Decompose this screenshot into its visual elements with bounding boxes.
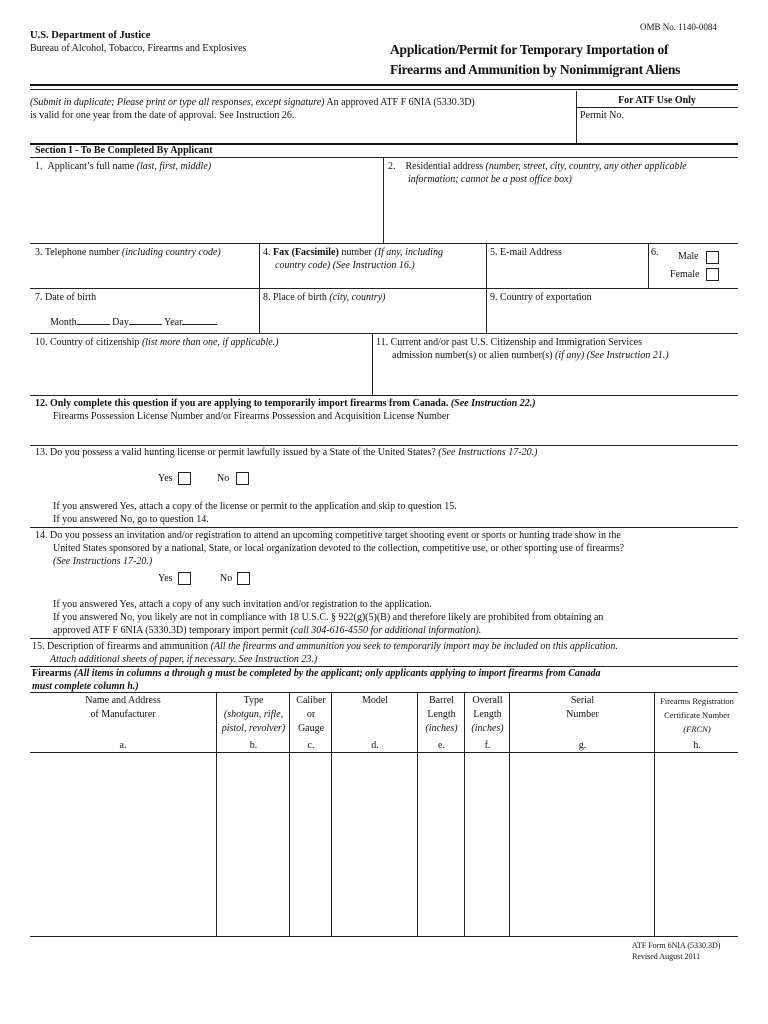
f13-no-checkbox[interactable] <box>236 472 249 485</box>
row13-rule <box>30 527 738 528</box>
column-header <box>418 694 465 736</box>
table-column-d <box>331 692 418 936</box>
omb-number: OMB No. 1140-0084 <box>640 22 717 32</box>
field-14-question <box>35 529 740 568</box>
f13-yes-text: If you answered Yes, attach a copy of the license or permit to the application and skip to question 15. <box>53 501 457 512</box>
f1-hint: (last, first, middle) <box>136 161 212 172</box>
f12-bold: 12. Only complete this question if you are applying to temporarily import firearms from Canada. <box>35 398 449 409</box>
intro-italic: (Submit in duplicate; Please print or type all responses, except signature) <box>30 97 325 108</box>
column-letter: a. <box>119 740 127 751</box>
column-header-line <box>30 722 216 736</box>
column-header-line <box>510 722 655 736</box>
f1-label: Applicant’s full name <box>47 161 135 172</box>
dob-day-label: Day <box>112 317 129 328</box>
column-letter: f. <box>484 740 491 751</box>
female-checkbox[interactable] <box>706 268 719 281</box>
column-header <box>465 694 510 736</box>
f14-yes-checkbox[interactable] <box>178 572 191 585</box>
column-header-line: Caliber <box>296 695 326 706</box>
f14-no-option <box>220 573 232 584</box>
f14-no-text2: approved ATF F 6NIA (5330.3D) temporary import permit <box>53 625 288 636</box>
f4-hint-a: (If any, including <box>374 247 443 258</box>
form-title-line1: Application/Permit for Temporary Importation of <box>390 42 669 57</box>
intro-text <box>30 96 575 122</box>
dob-row <box>50 317 217 328</box>
column-header-line <box>332 708 418 722</box>
row3-div-c <box>648 243 649 288</box>
f14-b: United States sponsored by a national, State, or local organization devoted to the collection, competitive use, or other sporting use of firearms? <box>53 543 625 554</box>
f11-b: admission number(s) or alien number(s) <box>392 350 553 361</box>
f14-no-label: No <box>220 573 233 584</box>
field-3-telephone[interactable] <box>35 246 257 286</box>
f9-label: 9. Country of exportation <box>490 292 592 303</box>
column-header-line: Type <box>243 695 264 706</box>
f10-label: 10. Country of citizenship <box>35 337 140 348</box>
f14-yes-label: Yes <box>158 573 173 584</box>
table-column-g <box>509 692 655 936</box>
f12-b: Firearms Possession License Number and/or Firearms Possession and Acquisition License Number <box>53 411 450 422</box>
table-column-h <box>654 692 739 936</box>
male-checkbox[interactable] <box>706 251 719 264</box>
column-letter: c. <box>307 740 315 751</box>
column-header-line: of Manufacturer <box>90 709 156 720</box>
column-header-line: (inches) <box>471 723 504 734</box>
f13-no-label: No <box>217 473 230 484</box>
table-column-a <box>30 692 216 936</box>
table-entry-cell[interactable] <box>332 753 418 936</box>
field-11-admission-number[interactable] <box>376 336 736 391</box>
f14-hint: (See Instructions 17-20.) <box>53 556 153 567</box>
column-letter: h. <box>693 740 701 751</box>
bureau-name: Bureau of Alcohol, Tobacco, Firearms and Explosives <box>30 43 247 54</box>
atf-box-title: For ATF Use Only <box>618 95 696 106</box>
permit-number-field[interactable] <box>580 110 735 140</box>
row10-rule <box>30 395 738 396</box>
f4-bold: Fax (Facsimile) <box>273 247 339 258</box>
f2-hint-a: (number, street, city, country, any other applicable <box>485 161 687 172</box>
f4-hint-b: country code) (See Instruction 16.) <box>275 260 415 271</box>
field-8-place-of-birth[interactable] <box>263 291 485 331</box>
field-5-email[interactable] <box>490 246 645 286</box>
form-title-line2: Firearms and Ammunition by Nonimmigrant Aliens <box>390 62 681 77</box>
permit-label: Permit No. <box>580 110 624 121</box>
column-header-line: or <box>306 709 316 720</box>
row7-div-b <box>486 288 487 333</box>
f14-call: (call 304-616-4550 for additional information). <box>290 625 482 636</box>
column-letter: e. <box>438 740 445 751</box>
table-bottom-rule <box>30 936 738 937</box>
column-header <box>217 694 290 736</box>
f13-no-text: If you answered No, go to question 14. <box>53 514 209 525</box>
section1-rule-bottom <box>30 157 738 158</box>
table-column-f <box>464 692 510 936</box>
column-header-line: Overall <box>472 695 503 706</box>
column-header-line: Number <box>566 709 599 720</box>
f14-no-checkbox[interactable] <box>237 572 250 585</box>
f1-num: 1. <box>35 161 43 172</box>
f4-num: 4. <box>263 247 271 258</box>
row10-divider <box>372 333 373 395</box>
firearms-bold: Firearms <box>32 668 72 679</box>
f13-yes-option <box>158 473 173 484</box>
male-label: Male <box>678 251 699 262</box>
department-name: U.S. Department of Justice <box>30 30 151 41</box>
column-header-line: Model <box>361 695 389 706</box>
field-2-residential-address[interactable] <box>388 160 738 240</box>
intro-line2: is valid for one year from the date of approval. See Instruction 26. <box>30 110 295 121</box>
row3-div-a <box>259 243 260 288</box>
f13-hint: (See Instructions 17-20.) <box>438 447 538 458</box>
f13-q: 13. Do you possess a valid hunting license or permit lawfully issued by a State of the United States? <box>35 447 436 458</box>
table-entry-cell[interactable] <box>290 753 332 936</box>
f14-yes-option <box>158 573 173 584</box>
column-header <box>510 694 655 736</box>
f14-instructions <box>53 598 738 637</box>
table-entry-cell[interactable] <box>510 753 655 936</box>
f12-hint: (See Instruction 22.) <box>450 398 536 409</box>
f11-a: 11. Current and/or past U.S. Citizenship and Immigration Services <box>376 337 642 348</box>
column-header-line: Certificate Number <box>664 710 730 720</box>
row7-rule <box>30 333 738 334</box>
f2-num: 2. <box>388 161 396 172</box>
row3-rule <box>30 288 738 289</box>
male-option <box>678 251 699 262</box>
f15-a: 15. Description of firearms and ammunition <box>32 641 209 652</box>
revised-date: Revised August 2011 <box>632 952 701 961</box>
firearms-note <box>32 667 738 693</box>
column-header-line: (shotgun, rifle, <box>223 709 284 720</box>
column-header <box>655 694 739 736</box>
f2-label: Residential address <box>405 161 483 172</box>
female-option <box>670 269 699 280</box>
row1-rule <box>30 243 738 244</box>
dob-year-field[interactable] <box>182 324 217 325</box>
table-column-e <box>417 692 465 936</box>
dob-month-field[interactable] <box>77 324 110 325</box>
table-entry-cell[interactable] <box>465 753 510 936</box>
field-15-description <box>32 640 738 666</box>
firearms-table <box>30 692 738 937</box>
column-header-line: Length <box>473 709 502 720</box>
f13-instructions <box>53 500 733 526</box>
column-letter: g. <box>578 740 587 751</box>
f8-hint: (city, country) <box>329 292 386 303</box>
form-number: ATF Form 6NIA (5330.3D) <box>632 941 721 950</box>
field-1-full-name[interactable] <box>30 160 380 240</box>
female-label: Female <box>670 269 700 280</box>
column-header-line: (FRCN) <box>683 724 711 734</box>
table-column-b <box>216 692 290 936</box>
column-letter: b. <box>249 740 258 751</box>
f14-a: 14. Do you possess an invitation and/or registration to attend an upcoming competitive target shooting event or sports or hunting trade show in the <box>35 530 621 541</box>
column-header-line: Barrel <box>429 695 454 706</box>
f13-yes-checkbox[interactable] <box>178 472 191 485</box>
f13-yes-label: Yes <box>158 473 173 484</box>
f11-hint: (if any) (See Instruction 21.) <box>555 350 669 361</box>
header-rule <box>30 84 738 86</box>
column-header-line: Length <box>427 709 456 720</box>
column-header <box>332 694 418 736</box>
f8-label: 8. Place of birth <box>263 292 327 303</box>
column-letter: d. <box>371 740 379 751</box>
dob-month-label: Month <box>50 317 77 328</box>
f6-num: 6. <box>651 247 659 258</box>
f13-no-option <box>217 473 229 484</box>
table-entry-cell[interactable] <box>30 753 216 936</box>
f3-hint: (including country code) <box>121 247 221 258</box>
field-12-canada-license[interactable] <box>35 397 735 443</box>
f5-label: 5. E-mail Address <box>490 247 562 258</box>
f14-yes-text: If you answered Yes, attach a copy of any such invitation and/or registration to the application. <box>53 599 432 610</box>
table-column-c <box>289 692 332 936</box>
column-header-line: (inches) <box>425 723 458 734</box>
column-header-line: Name and Address <box>85 695 161 706</box>
f4-label: number <box>338 247 372 258</box>
column-header-line: Serial <box>570 695 595 706</box>
field-9-country-of-exportation[interactable] <box>490 291 735 331</box>
table-header-rule <box>30 752 738 753</box>
f14-no-text: If you answered No, you likely are not in compliance with 18 U.S.C. § 922(g)(5)(B) and therefore likely are prohibited from obtaining an <box>53 612 604 623</box>
row1-divider <box>383 157 384 243</box>
table-entry-cell[interactable] <box>418 753 465 936</box>
column-header-line: Firearms Registration <box>660 696 734 706</box>
intro-rest: An approved ATF F 6NIA (5330.3D) <box>324 97 475 108</box>
header-rule-thin <box>30 89 738 90</box>
f3-label: 3. Telephone number <box>35 247 120 258</box>
table-entry-cell[interactable] <box>217 753 290 936</box>
f7-label: 7. Date of birth <box>35 292 97 303</box>
row14-rule <box>30 638 738 639</box>
dob-day-field[interactable] <box>129 324 162 325</box>
column-header <box>290 694 332 736</box>
section1-title: Section I - To Be Completed By Applicant <box>35 145 213 156</box>
field-13-question <box>35 446 735 459</box>
table-entry-cell[interactable] <box>655 753 739 936</box>
field-10-citizenship[interactable] <box>35 336 370 391</box>
column-header-line: pistol, revolver) <box>221 723 286 734</box>
dob-year-label: Year <box>163 317 183 328</box>
atf-box-rule <box>576 107 738 108</box>
f15-hint-b: Attach additional sheets of paper, if necessary. See Instruction 23.) <box>50 654 318 665</box>
field-4-fax[interactable] <box>263 246 485 286</box>
column-header-line <box>332 722 418 736</box>
firearms-note-b: must complete column h.) <box>32 681 139 692</box>
column-header <box>30 694 216 736</box>
f2-hint-b: information; cannot be a post office box) <box>408 174 572 185</box>
f15-hint-a: (All the firearms and ammunition you seek to temporarily import may be included on this application. <box>210 641 618 652</box>
row3-div-b <box>486 243 487 288</box>
row7-div-a <box>259 288 260 333</box>
firearms-note-a: (All items in columns a through g must be completed by the applicant; only applicants applying to import firearms from Canada <box>73 668 601 679</box>
f10-hint: (list more than one, if applicable.) <box>141 337 279 348</box>
column-header-line: Gauge <box>297 723 325 734</box>
